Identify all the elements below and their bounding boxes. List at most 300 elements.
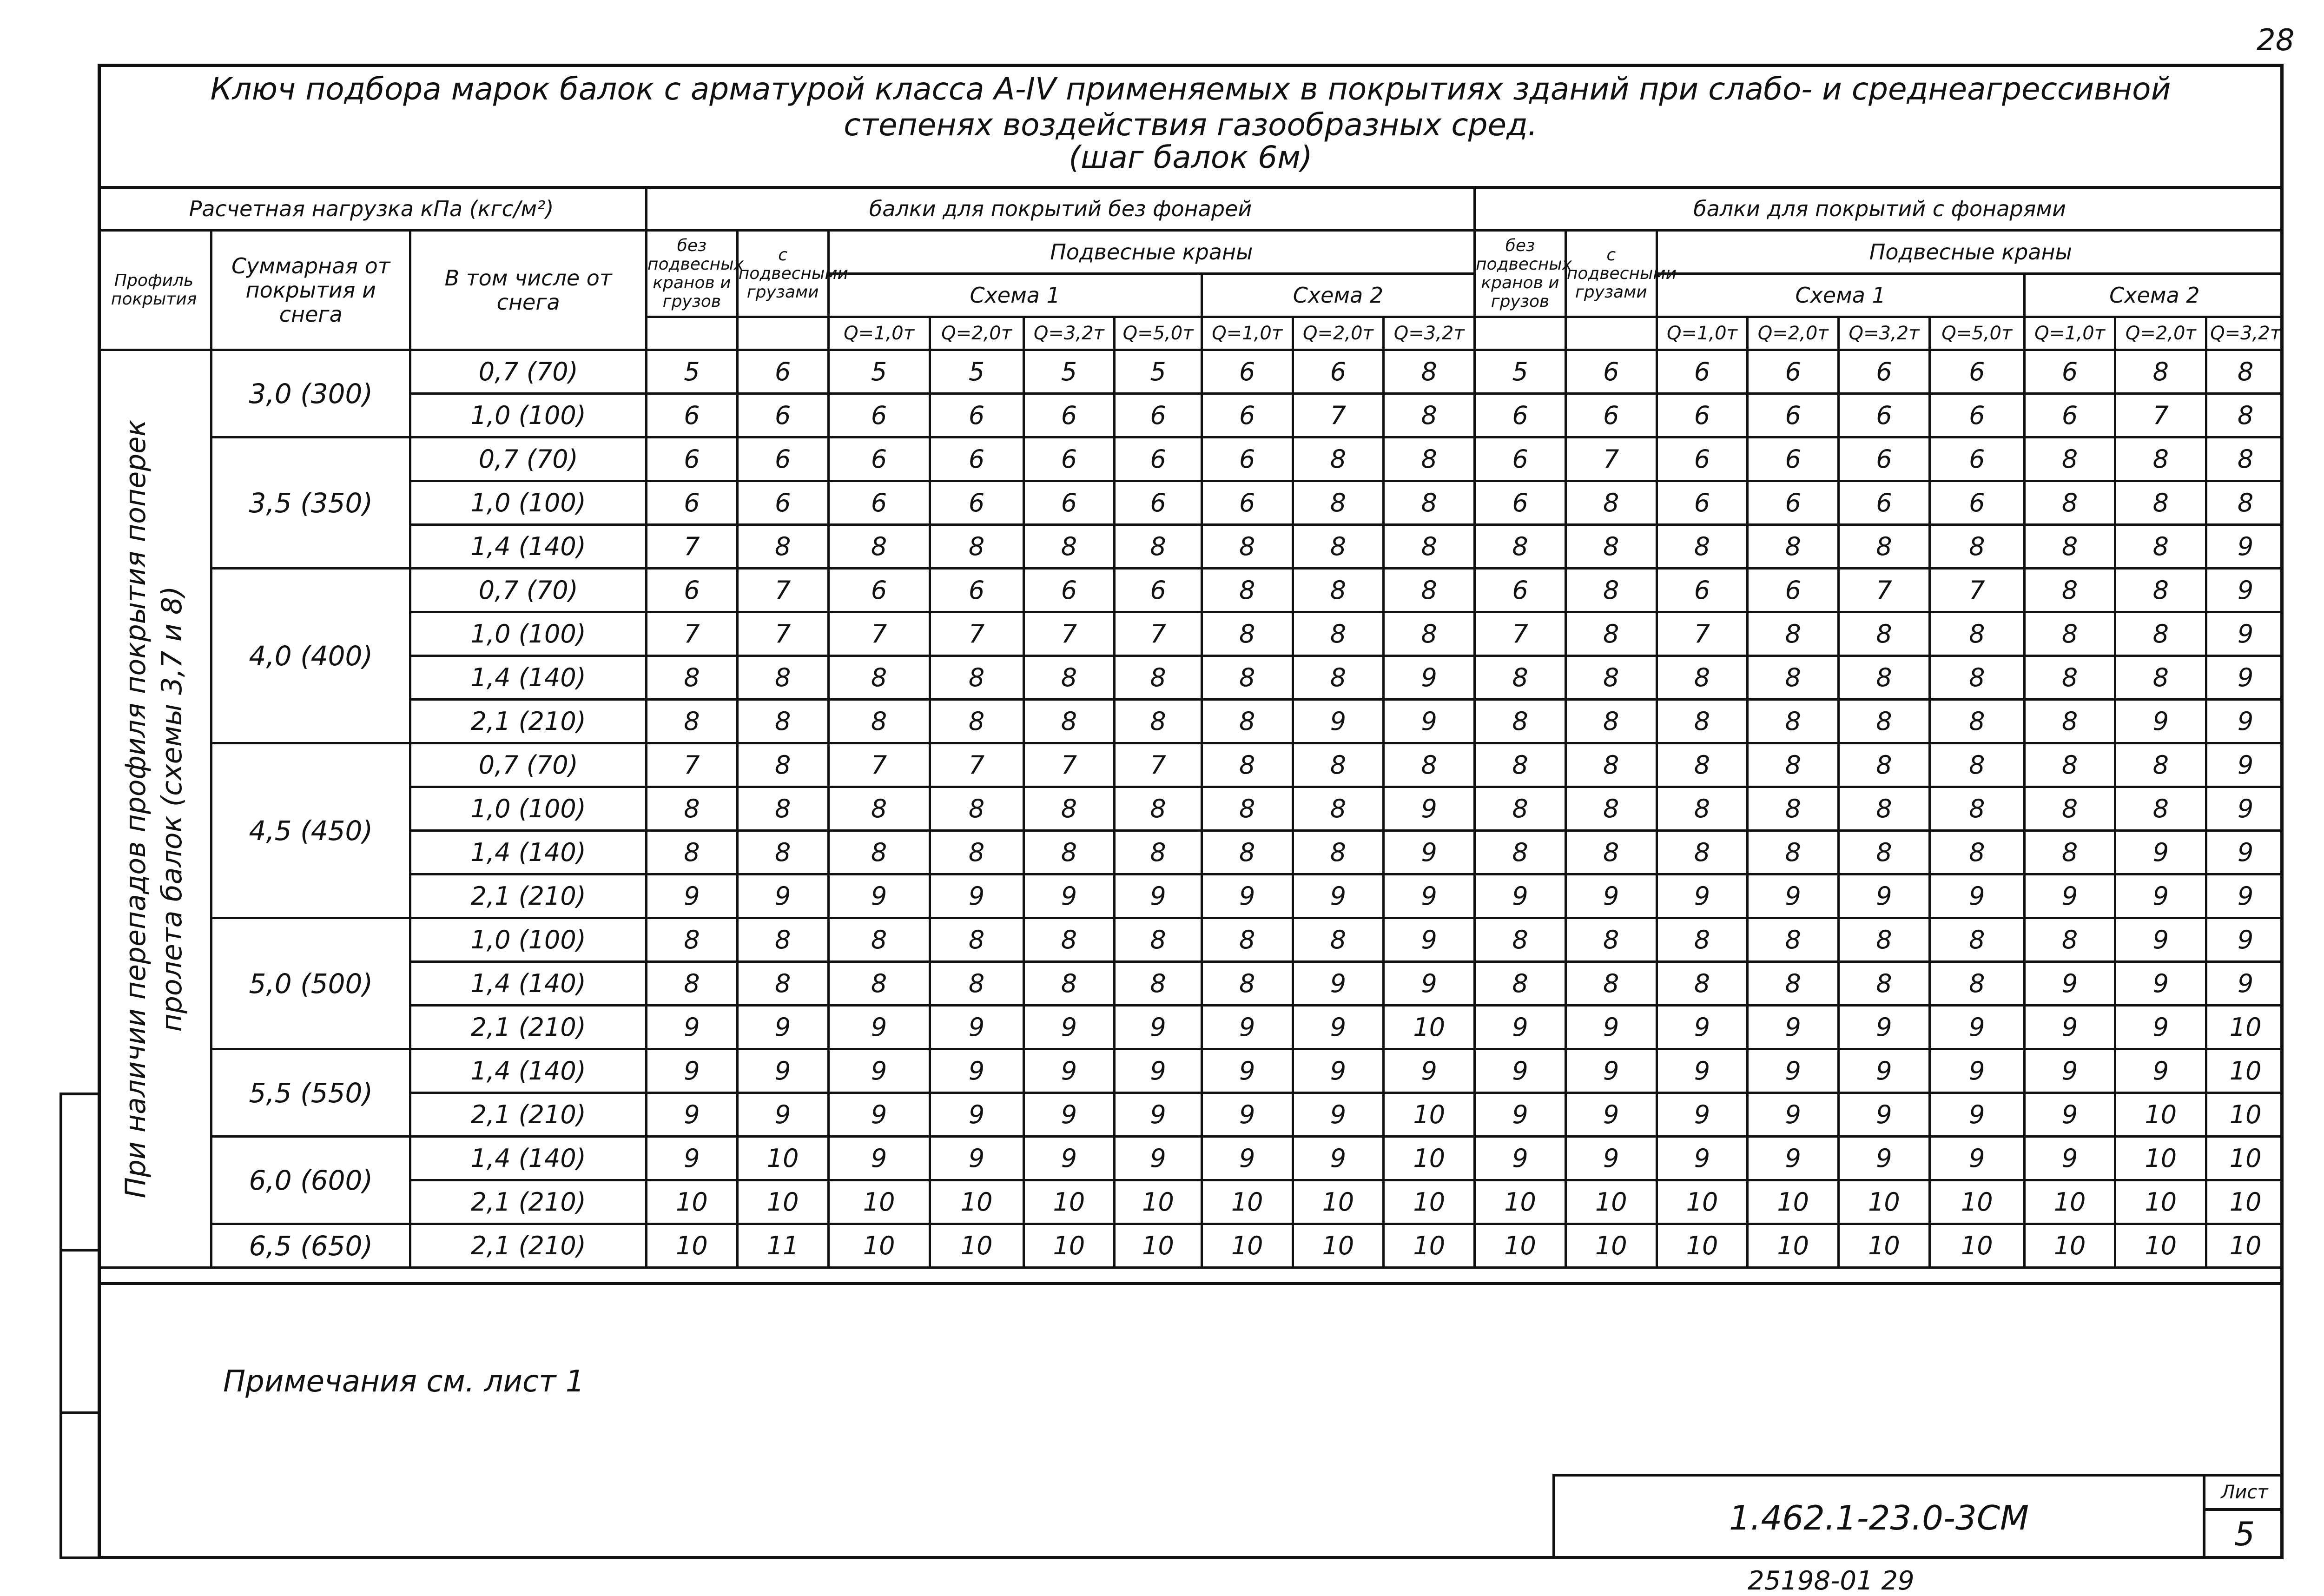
beam-mark-cell: 8 [647,656,738,700]
beam-mark-cell: 9 [930,874,1023,918]
beam-mark-cell: 9 [1565,874,1657,918]
beam-mark-cell: 11 [737,1224,828,1268]
total-load-cell: 4,5 (450) [211,743,410,918]
beam-mark-cell: 6 [737,481,828,525]
beam-mark-cell: 8 [1202,700,1293,743]
beam-mark-cell: 10 [1384,1224,1475,1268]
beam-mark-cell: 8 [1839,525,1930,569]
beam-mark-cell: 9 [930,1137,1023,1180]
beam-mark-cell: 9 [2115,874,2206,918]
beam-mark-cell: 8 [1929,918,2024,962]
beam-mark-cell: 9 [2206,918,2284,962]
beam-mark-cell: 8 [1475,743,1566,787]
beam-mark-cell: 9 [1293,874,1384,918]
beam-mark-cell: 8 [1657,918,1748,962]
sheet-label: Лист [2205,1477,2284,1511]
beam-mark-cell: 9 [1202,1049,1293,1093]
beam-mark-cell: 8 [930,525,1023,569]
beam-mark-cell: 10 [647,1180,738,1224]
beam-mark-cell: 8 [2115,569,2206,612]
header-cranes-b: Подвесные краны [1657,231,2284,274]
beam-mark-cell: 8 [1293,525,1384,569]
header-cranes-a: Подвесные краны [828,231,1475,274]
beam-mark-cell: 10 [2115,1137,2206,1180]
total-load-cell: 5,5 (550) [211,1049,410,1137]
beam-mark-cell: 9 [1839,874,1930,918]
beam-mark-cell: 8 [737,831,828,874]
beam-mark-cell: 8 [2024,481,2115,525]
beam-mark-cell: 6 [1929,394,2024,437]
beam-mark-cell: 9 [2024,1093,2115,1137]
beam-mark-cell: 10 [1293,1180,1384,1224]
beam-mark-cell: 8 [2024,656,2115,700]
beam-mark-cell: 8 [1293,437,1384,481]
beam-mark-cell: 8 [1565,831,1657,874]
beam-mark-cell: 9 [1023,1049,1115,1093]
beam-mark-cell: 9 [1475,874,1566,918]
table-row [98,525,2284,569]
header-scheme-1a: Схема 1 [828,274,1202,317]
beam-mark-cell: 7 [1929,569,2024,612]
beam-mark-cell: 9 [1748,874,1839,918]
beam-mark-cell: 6 [930,394,1023,437]
table-row [98,612,2284,656]
beam-mark-cell: 8 [1748,525,1839,569]
beam-mark-cell: 6 [1748,569,1839,612]
beam-mark-cell: 8 [1384,350,1475,394]
beam-mark-cell: 10 [647,1224,738,1268]
beam-mark-cell: 10 [1115,1180,1202,1224]
table-row [98,831,2284,874]
beam-mark-cell: 8 [1839,743,1930,787]
beam-mark-cell: 9 [2024,874,2115,918]
beam-mark-cell: 8 [1202,918,1293,962]
beam-mark-cell: 9 [1384,831,1475,874]
beam-mark-cell: 8 [1202,962,1293,1006]
total-load-cell: 5,0 (500) [211,918,410,1049]
beam-mark-cell: 6 [1023,481,1115,525]
beam-mark-cell: 8 [2115,787,2206,831]
table-row [98,962,2284,1006]
beam-mark-cell: 8 [1748,831,1839,874]
beam-mark-cell: 10 [1929,1180,2024,1224]
snow-load-cell: 0,7 (70) [410,350,647,394]
beam-mark-cell: 9 [930,1049,1023,1093]
beam-mark-cell: 6 [1748,481,1839,525]
beam-mark-cell: 8 [1929,743,2024,787]
beam-mark-cell: 6 [828,481,930,525]
beam-mark-cell: 8 [1115,918,1202,962]
header-no-suspended-2: без подвесных кранов и грузов [1475,231,1566,317]
beam-mark-cell: 8 [1475,831,1566,874]
beam-mark-cell: 9 [1839,1006,1930,1049]
beam-mark-cell: 9 [2206,787,2284,831]
beam-mark-cell: 9 [1475,1049,1566,1093]
beam-mark-cell: 8 [828,525,930,569]
beam-mark-cell: 6 [1293,350,1384,394]
beam-mark-cell: 9 [1115,1049,1202,1093]
beam-mark-cell: 9 [647,1006,738,1049]
beam-mark-cell: 8 [1929,612,2024,656]
header-no-suspended-cont [647,317,738,350]
beam-mark-cell: 8 [828,700,930,743]
beam-mark-cell: 10 [2206,1049,2284,1093]
beam-mark-cell: 9 [1565,1137,1657,1180]
header-total-load: Суммарная от покрытия и снега [211,231,410,350]
header-load-capacity: Q=5,0т [1115,317,1202,350]
beam-mark-cell: 8 [1115,962,1202,1006]
header-scheme-2a: Схема 2 [1202,274,1474,317]
beam-mark-cell: 5 [1023,350,1115,394]
header-with-suspended-2-cont [1565,317,1657,350]
beam-mark-cell: 8 [1202,787,1293,831]
table-row [98,700,2284,743]
beam-mark-cell: 6 [1839,350,1930,394]
beam-mark-cell: 6 [1115,481,1202,525]
snow-load-cell: 0,7 (70) [410,569,647,612]
beam-mark-cell: 8 [828,831,930,874]
beam-mark-cell: 8 [1023,918,1115,962]
table-row [98,1224,2284,1268]
beam-mark-cell: 9 [2206,656,2284,700]
beam-mark-cell: 8 [2115,612,2206,656]
beam-mark-cell: 9 [2206,569,2284,612]
table-row [98,1006,2284,1049]
beam-mark-cell: 7 [828,612,930,656]
beam-mark-cell: 9 [647,1093,738,1137]
header-load-capacity: Q=3,2т [1023,317,1115,350]
beam-mark-cell: 6 [1202,350,1293,394]
beam-mark-cell: 6 [1202,394,1293,437]
title-line-3: (шаг балок 6м) [1069,139,1313,175]
beam-mark-cell: 8 [1565,525,1657,569]
sheet-box [2203,1477,2284,1559]
beam-mark-cell: 7 [2115,394,2206,437]
beam-mark-cell: 8 [1384,612,1475,656]
beam-mark-cell: 9 [1929,1049,2024,1093]
beam-mark-cell: 8 [737,918,828,962]
beam-mark-cell: 9 [2115,1049,2206,1093]
beam-mark-cell: 8 [1565,612,1657,656]
beam-mark-cell: 9 [1115,1006,1202,1049]
beam-mark-cell: 8 [1748,743,1839,787]
beam-mark-cell: 7 [828,743,930,787]
beam-mark-cell: 10 [2115,1093,2206,1137]
beam-mark-cell: 8 [1565,962,1657,1006]
beam-mark-cell: 9 [737,1049,828,1093]
beam-mark-cell: 8 [828,962,930,1006]
beam-mark-cell: 10 [2206,1006,2284,1049]
beam-mark-cell: 6 [1657,481,1748,525]
snow-load-cell: 2,1 (210) [410,1224,647,1268]
snow-load-cell: 1,4 (140) [410,525,647,569]
beam-mark-cell: 9 [1657,874,1748,918]
beam-mark-cell: 8 [1475,918,1566,962]
beam-mark-cell: 5 [1115,350,1202,394]
beam-mark-cell: 6 [1657,437,1748,481]
beam-mark-cell: 9 [1475,1137,1566,1180]
beam-mark-cell: 6 [828,437,930,481]
beam-mark-cell: 10 [1023,1224,1115,1268]
header-scheme-1b: Схема 1 [1657,274,2024,317]
beam-mark-cell: 8 [737,743,828,787]
beam-mark-cell: 8 [1929,831,2024,874]
beam-mark-cell: 10 [828,1180,930,1224]
beam-mark-cell: 6 [1475,394,1566,437]
beam-mark-cell: 9 [1384,1049,1475,1093]
beam-mark-cell: 8 [1384,394,1475,437]
beam-mark-cell: 8 [1023,831,1115,874]
beam-mark-cell: 10 [2024,1180,2115,1224]
beam-mark-cell: 6 [1475,437,1566,481]
beam-mark-cell: 8 [1202,525,1293,569]
beam-mark-cell: 6 [737,437,828,481]
beam-mark-cell: 9 [737,1093,828,1137]
header-load-capacity: Q=3,2т [1384,317,1475,350]
snow-load-cell: 0,7 (70) [410,437,647,481]
beam-mark-cell: 8 [1657,700,1748,743]
total-load-cell: 3,0 (300) [211,350,410,437]
beam-mark-cell: 8 [1023,700,1115,743]
beam-mark-cell: 8 [1839,612,1930,656]
beam-mark-cell: 8 [2115,350,2206,394]
beam-mark-cell: 9 [1115,1093,1202,1137]
beam-mark-cell: 8 [1384,437,1475,481]
table-row [98,1137,2284,1180]
beam-mark-cell: 9 [2206,874,2284,918]
beam-mark-cell: 8 [1839,962,1930,1006]
beam-mark-cell: 10 [1565,1224,1657,1268]
beam-mark-cell: 10 [930,1224,1023,1268]
beam-mark-cell: 8 [1293,743,1384,787]
beam-mark-cell: 8 [930,831,1023,874]
table-row [98,481,2284,525]
beam-mark-cell: 8 [1202,743,1293,787]
beam-mark-cell: 10 [1475,1180,1566,1224]
beam-mark-cell: 6 [1929,350,2024,394]
beam-mark-cell: 6 [1839,394,1930,437]
beam-mark-cell: 8 [1384,481,1475,525]
beam-mark-cell: 10 [1202,1180,1293,1224]
beam-mark-cell: 10 [1475,1224,1566,1268]
beam-mark-cell: 8 [1115,656,1202,700]
beam-mark-cell: 8 [1293,918,1384,962]
beam-mark-cell: 8 [1475,656,1566,700]
beam-mark-cell: 8 [1475,787,1566,831]
beam-mark-cell: 8 [1565,918,1657,962]
beam-mark-cell: 8 [930,962,1023,1006]
beam-mark-cell: 8 [2115,437,2206,481]
beam-mark-cell: 7 [647,612,738,656]
beam-mark-cell: 5 [828,350,930,394]
beam-mark-cell: 9 [1657,1049,1748,1093]
beam-mark-cell: 10 [2206,1093,2284,1137]
beam-mark-cell: 9 [2115,918,2206,962]
beam-mark-cell: 8 [828,918,930,962]
beam-mark-cell: 8 [1839,787,1930,831]
beam-mark-cell: 8 [2024,787,2115,831]
beam-mark-cell: 8 [1023,962,1115,1006]
header-load-capacity: Q=2,0т [2115,317,2206,350]
beam-mark-cell: 9 [1565,1049,1657,1093]
header-load-capacity: Q=1,0т [2024,317,2115,350]
header-load-capacity: Q=3,2т [2206,317,2284,350]
beam-mark-cell: 8 [647,918,738,962]
table-row [98,1093,2284,1137]
beam-mark-cell: 9 [1748,1137,1839,1180]
beam-mark-cell: 8 [930,700,1023,743]
snow-load-cell: 2,1 (210) [410,1006,647,1049]
beam-mark-cell: 8 [737,962,828,1006]
header-load-capacity: Q=2,0т [930,317,1023,350]
beam-mark-cell: 6 [930,437,1023,481]
beam-mark-cell: 7 [737,612,828,656]
beam-mark-cell: 9 [1929,874,2024,918]
beam-mark-cell: 8 [1115,831,1202,874]
beam-mark-cell: 8 [1657,525,1748,569]
beam-mark-cell: 8 [1384,525,1475,569]
beam-mark-cell: 8 [930,656,1023,700]
beam-mark-cell: 7 [1565,437,1657,481]
beam-mark-cell: 9 [1657,1093,1748,1137]
beam-mark-cell: 8 [1384,569,1475,612]
beam-mark-cell: 9 [1115,874,1202,918]
title-block [1552,1474,2284,1559]
beam-mark-cell: 10 [1115,1224,1202,1268]
beam-mark-cell: 9 [1929,1006,2024,1049]
beam-mark-cell: 9 [930,1006,1023,1049]
beam-mark-cell: 7 [647,743,738,787]
beam-mark-cell: 9 [1565,1006,1657,1049]
beam-mark-cell: 9 [2115,700,2206,743]
beam-mark-cell: 10 [1839,1224,1930,1268]
beam-mark-cell: 9 [2115,831,2206,874]
snow-load-cell: 1,4 (140) [410,962,647,1006]
beam-mark-cell: 8 [737,700,828,743]
beam-mark-cell: 10 [930,1180,1023,1224]
beam-mark-cell: 6 [1202,437,1293,481]
beam-mark-cell: 6 [1657,394,1748,437]
beam-mark-cell: 7 [1475,612,1566,656]
beam-mark-cell: 9 [2206,700,2284,743]
beam-mark-cell: 8 [1565,787,1657,831]
sheet-number: 5 [2234,1515,2255,1553]
table-bottom-divider [98,1282,2284,1285]
beam-mark-cell: 6 [647,437,738,481]
header-no-suspended-2-cont [1475,317,1566,350]
beam-mark-cell: 6 [1023,569,1115,612]
document-title [101,70,2280,174]
beam-mark-cell: 9 [1384,874,1475,918]
beam-mark-cell: 9 [1202,1137,1293,1180]
beam-mark-cell: 6 [1115,437,1202,481]
header-with-lantern: балки для покрытий с фонарями [1475,187,2284,231]
header-profile: Профиль покрытия [98,231,211,350]
beam-mark-cell: 9 [1202,1093,1293,1137]
beam-mark-cell: 8 [2115,743,2206,787]
beam-mark-cell: 8 [1023,656,1115,700]
header-no-lantern: балки для покрытий без фонарей [647,187,1475,231]
header-load-capacity: Q=2,0т [1748,317,1839,350]
total-load-cell: 6,5 (650) [211,1224,410,1268]
beam-mark-cell: 9 [1202,874,1293,918]
table-row [98,394,2284,437]
beam-mark-cell: 6 [1565,394,1657,437]
beam-mark-cell: 6 [1115,394,1202,437]
header-load-capacity: Q=1,0т [1657,317,1748,350]
beam-mark-cell: 10 [1293,1224,1384,1268]
header-with-suspended: с подвесными грузами [737,231,828,317]
snow-load-cell: 2,1 (210) [410,1180,647,1224]
beam-mark-cell: 8 [1293,831,1384,874]
beam-mark-cell: 10 [1384,1137,1475,1180]
beam-mark-cell: 9 [1475,1093,1566,1137]
beam-mark-cell: 9 [1293,700,1384,743]
snow-load-cell: 2,1 (210) [410,1093,647,1137]
beam-mark-cell: 7 [1115,612,1202,656]
beam-mark-cell: 9 [1748,1093,1839,1137]
beam-mark-cell: 7 [930,612,1023,656]
beam-mark-cell: 8 [1475,962,1566,1006]
beam-mark-cell: 8 [1293,787,1384,831]
table-row [98,787,2284,831]
beam-mark-cell: 9 [1384,918,1475,962]
header-load-capacity: Q=3,2т [1839,317,1930,350]
beam-mark-cell: 9 [1023,874,1115,918]
beam-mark-cell: 10 [1384,1093,1475,1137]
beam-mark-cell: 8 [647,831,738,874]
beam-mark-cell: 8 [2024,918,2115,962]
beam-mark-cell: 6 [930,569,1023,612]
beam-mark-cell: 8 [1657,743,1748,787]
beam-mark-cell: 9 [2206,525,2284,569]
beam-mark-cell: 10 [1748,1224,1839,1268]
beam-mark-cell: 9 [1839,1137,1930,1180]
beam-mark-cell: 6 [1748,394,1839,437]
beam-mark-cell: 7 [1293,394,1384,437]
beam-mark-cell: 8 [1115,525,1202,569]
beam-mark-cell: 6 [2024,350,2115,394]
beam-mark-cell: 8 [1748,656,1839,700]
beam-mark-cell: 10 [1839,1180,1930,1224]
beam-mark-cell: 6 [1202,481,1293,525]
beam-mark-cell: 9 [1565,1093,1657,1137]
beam-mark-cell: 8 [737,787,828,831]
beam-mark-cell: 8 [1657,787,1748,831]
beam-mark-cell: 6 [647,481,738,525]
title-line-2: степенях воздействия газообразных сред. [844,107,1538,143]
beam-mark-cell: 9 [1657,1006,1748,1049]
beam-mark-cell: 9 [828,874,930,918]
beam-mark-cell: 8 [1929,656,2024,700]
beam-mark-cell: 8 [1565,656,1657,700]
beam-mark-cell: 8 [828,656,930,700]
beam-mark-cell: 6 [1929,437,2024,481]
beam-mark-cell: 8 [1202,569,1293,612]
beam-mark-cell: 10 [2115,1224,2206,1268]
beam-mark-cell: 6 [737,350,828,394]
beam-mark-cell: 6 [1023,394,1115,437]
snow-load-cell: 2,1 (210) [410,874,647,918]
beam-mark-cell: 9 [1293,1006,1384,1049]
beam-mark-cell: 8 [2024,569,2115,612]
beam-mark-cell: 8 [828,787,930,831]
beam-mark-cell: 10 [2024,1224,2115,1268]
beam-mark-cell: 10 [1748,1180,1839,1224]
beam-mark-cell: 9 [2206,831,2284,874]
snow-load-cell: 1,0 (100) [410,481,647,525]
beam-mark-cell: 9 [1748,1049,1839,1093]
